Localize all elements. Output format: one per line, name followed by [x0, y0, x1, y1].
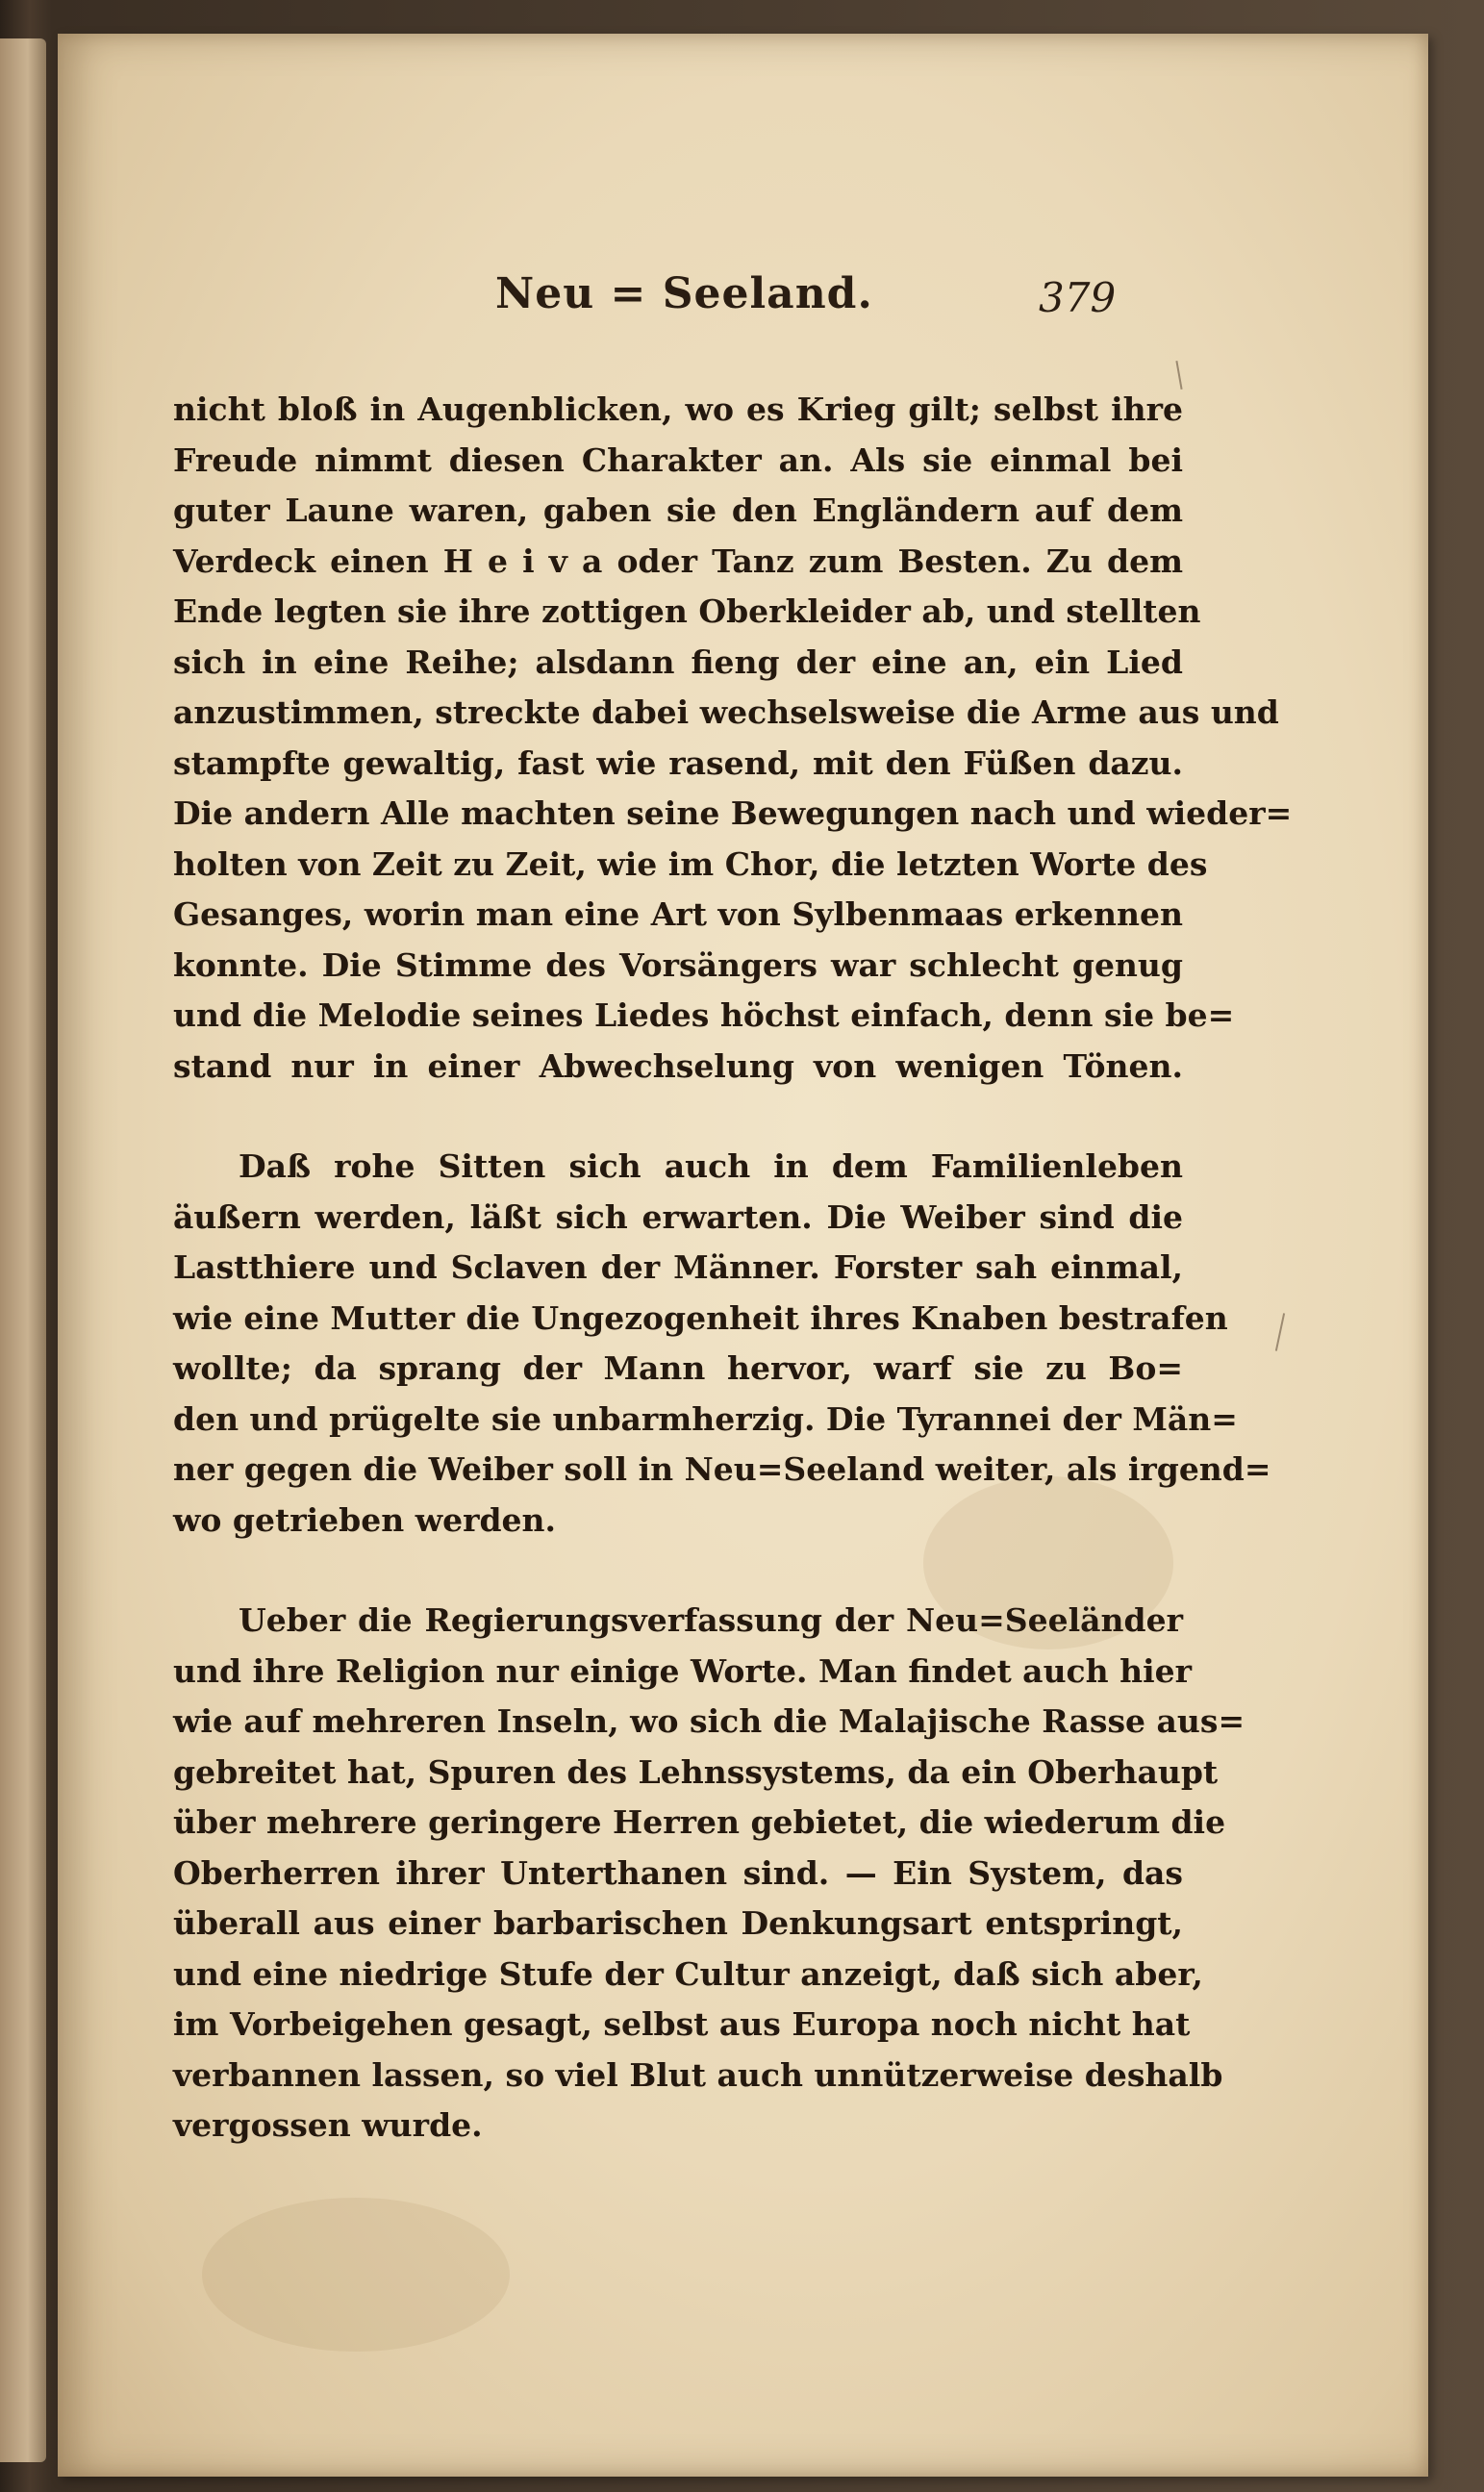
text-line: Verdeck einen H e i v a oder Tanz zum Besten. Zu dem — [173, 541, 1183, 580]
text-line: ner gegen die Weiber soll in Neu=Seeland weiter, als irgend= — [173, 1450, 1271, 1488]
text-line: Freude nimmt diesen Charakter an. Als sie einmal bei — [173, 441, 1183, 479]
text-line: Daß rohe Sitten sich auch in dem Familienleben — [239, 1147, 1183, 1185]
previous-page-edge — [0, 38, 46, 2462]
text-line: verbannen lassen, so viel Blut auch unnützerweise deshalb — [173, 2055, 1223, 2094]
text-line: wollte; da sprang der Mann hervor, warf sie zu Bo= — [173, 1349, 1183, 1387]
text-line: den und prügelte sie unbarmherzig. Die Tyrannei der Män= — [173, 1399, 1238, 1438]
text-line: über mehrere geringere Herren gebietet, die wiederum die — [173, 1803, 1226, 1841]
text-line: holten von Zeit zu Zeit, wie im Chor, die letzten Worte des — [173, 844, 1208, 883]
book-page — [58, 34, 1428, 2477]
text-line: stand nur in einer Abwechselung von wenigen Tönen. — [173, 1046, 1183, 1085]
text-line: Lastthiere und Sclaven der Männer. Forster sah einmal, — [173, 1248, 1183, 1286]
text-line: nicht bloß in Augenblicken, wo es Krieg gilt; selbst ihre — [173, 390, 1183, 428]
paragraph-gap — [173, 1092, 1183, 1142]
text-line: wie auf mehreren Inseln, wo sich die Malajische Rasse aus= — [173, 1702, 1245, 1740]
text-line: Ende legten sie ihre zottigen Oberkleider ab, und stellten — [173, 592, 1201, 630]
paragraph — [173, 1142, 1271, 1546]
text-line: stampfte gewaltig, fast wie rasend, mit den Füßen dazu. — [173, 743, 1183, 782]
text-line: im Vorbeigehen gesagt, selbst aus Europa noch nicht hat — [173, 2005, 1191, 2043]
text-line: überall aus einer barbarischen Denkungsart entspringt, — [173, 1904, 1183, 1942]
text-line: Oberherren ihrer Unterthanen sind. — Ein System, das — [173, 1853, 1183, 1892]
text-line: und eine niedrige Stufe der Cultur anzeigt, daß sich aber, — [173, 1954, 1203, 1993]
text-line: und ihre Religion nur einige Worte. Man findet auch hier — [173, 1651, 1193, 1690]
body-text — [173, 385, 1293, 2152]
text-line: gebreitet hat, Spuren des Lehnssystems, da ein Oberhaupt — [173, 1752, 1219, 1791]
text-line: äußern werden, läßt sich erwarten. Die Weiber sind die — [173, 1197, 1183, 1236]
text-line: Gesanges, worin man eine Art von Sylbenmaas erkennen — [173, 895, 1183, 933]
text-line: und die Melodie seines Liedes höchst einfach, denn sie be= — [173, 996, 1235, 1034]
text-line: Ueber die Regierungsverfassung der Neu=Seeländer — [239, 1601, 1183, 1639]
text-line: wie eine Mutter die Ungezogenheit ihres Knaben bestrafen — [173, 1298, 1228, 1337]
text-line: anzustimmen, streckte dabei wechselsweise die Arme aus und — [173, 693, 1279, 731]
page-number: 379 — [1039, 274, 1117, 321]
text-line: guter Laune waren, gaben sie den Engländern auf dem — [173, 491, 1183, 529]
paragraph-gap — [173, 1546, 1183, 1596]
paragraph — [173, 1596, 1245, 2152]
text-line: Die andern Alle machten seine Bewegungen nach und wieder= — [173, 794, 1293, 832]
paragraph — [173, 385, 1293, 1092]
text-line: vergossen wurde. — [173, 2106, 483, 2144]
text-line: konnte. Die Stimme des Vorsängers war schlecht genug — [173, 945, 1183, 984]
text-line: sich in eine Reihe; alsdann fieng der eine an, ein Lied — [173, 642, 1183, 681]
text-line: wo getrieben werden. — [173, 1500, 557, 1539]
margin-mark — [1275, 1313, 1285, 1351]
running-title: Neu = Seeland. — [495, 269, 873, 318]
paper-stain — [202, 2198, 510, 2352]
